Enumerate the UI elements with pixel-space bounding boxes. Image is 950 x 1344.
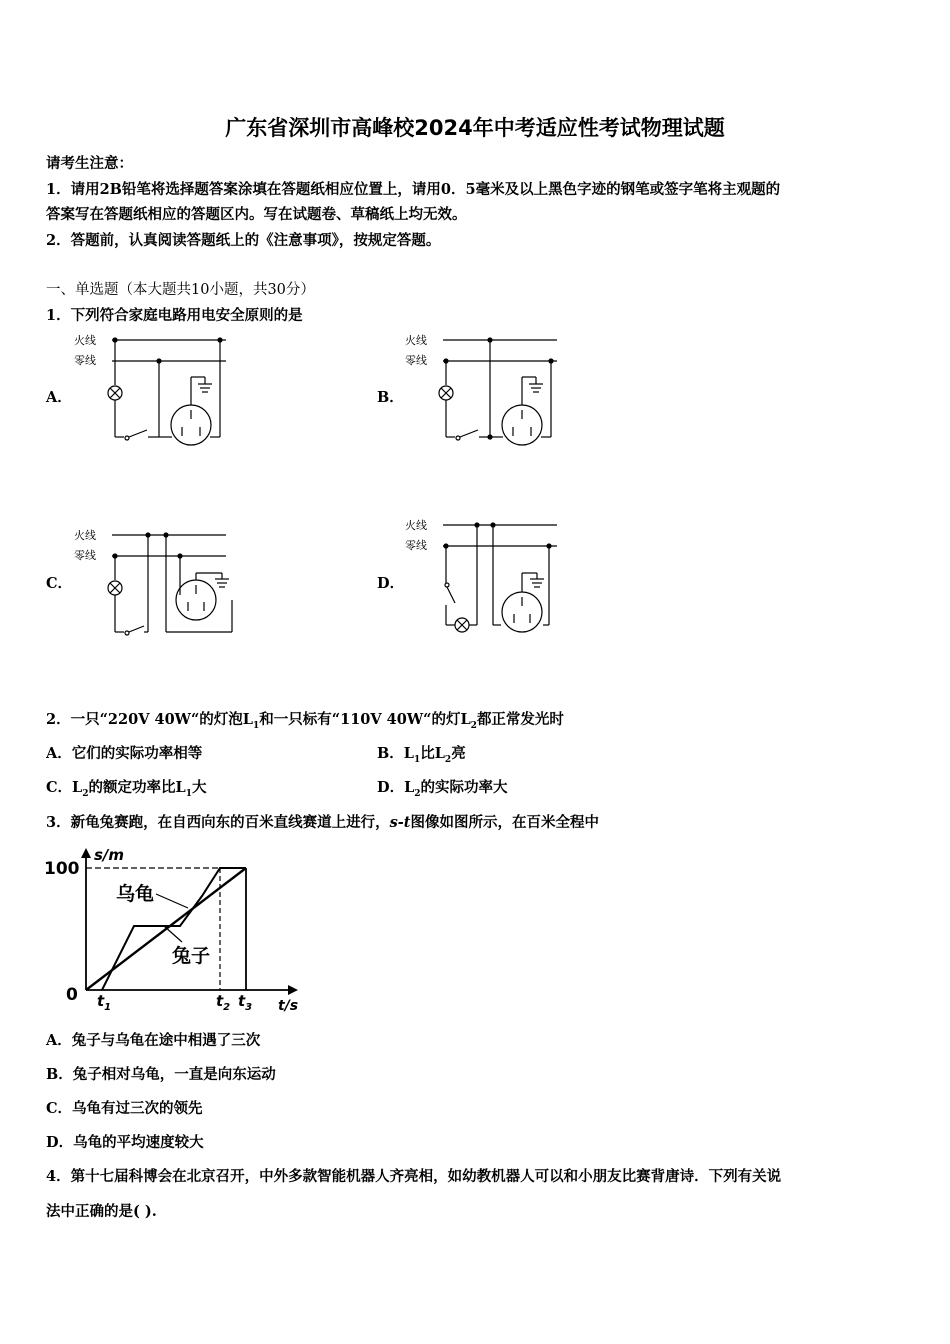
t1-label: $t_1$ [97,992,112,1013]
q2-option-a: A．它们的实际功率相等 [46,745,203,762]
q1-option-c-label: C． [46,575,73,592]
y-axis-label: s/m [94,846,125,864]
q3-option-a: A．兔子与乌龟在途中相遇了三次 [46,1032,261,1049]
live-wire-label: 火线 [74,529,96,542]
st-graph [42,838,302,1016]
rabbit-label: 兔子 [172,945,211,967]
t2-label: $t_2$ [216,992,231,1013]
y-axis-arrow [81,848,91,858]
x-axis-arrow [288,985,298,995]
origin-label: 0 [66,985,78,1005]
neutral-wire-label: 零线 [405,539,427,552]
q1-option-b-label: B． [377,389,404,406]
tortoise-line [86,868,246,990]
q3-option-b: B．兔子相对乌龟，一直是向东运动 [46,1066,276,1083]
t3-label: $t_3$ [238,992,253,1013]
tortoise-label: 乌龟 [116,883,155,905]
q3-stem: 3．新龟兔赛跑，在自西向东的百米直线赛道上进行，s-t图像如图所示，在百米全程中 [46,814,599,831]
q2-option-b: B．$L_1$比$L_2$亮 [377,745,466,765]
q1-option-d-label: D． [377,575,405,592]
notice-line-1a: 1．请用2B铅笔将选择题答案涂填在答题纸相应位置上，请用0．5毫米及以上黑色字迹的钢笔或签字笔将主观题的 [46,181,781,198]
neutral-wire-label: 零线 [405,354,427,367]
q1-stem: 1．下列符合家庭电路用电安全原则的是 [46,307,303,324]
circuit-diagram-a [72,330,242,455]
live-wire-label: 火线 [405,519,427,532]
rabbit-pointer [164,926,182,942]
q3-option-d: D．乌龟的平均速度较大 [46,1134,204,1151]
section-heading: 一、单选题（本大题共10小题，共30分） [46,282,315,298]
notice-heading: 请考生注意： [46,155,133,172]
live-wire-label: 火线 [405,334,427,347]
q2-stem: 2．一只“220V 40W“的灯泡$L_1$和一只标有“110V 40W“的灯$L_2$都正常发光时 [46,711,564,731]
notice-line-1b: 答案写在答题纸相应的答题区内。写在试题卷、草稿纸上均无效。 [46,206,467,223]
q2-option-d: D．$L_2$的实际功率大 [377,779,508,799]
q1-option-a-label: A． [46,389,72,406]
q4-stem-line-2: 法中正确的是( ). [46,1203,157,1220]
circuit-diagram-d [403,515,573,640]
circuit-diagram-c [72,525,242,650]
neutral-wire-label: 零线 [74,549,96,562]
neutral-wire-label: 零线 [74,354,96,367]
y-tick-100: 100 [44,859,80,879]
notice-line-2: 2．答题前，认真阅读答题纸上的《注意事项》，按规定答题。 [46,232,441,249]
live-wire-label: 火线 [74,334,96,347]
page-title: 广东省深圳市高峰校2024年中考适应性考试物理试题 [225,116,725,140]
circuit-diagram-b [403,330,573,455]
tortoise-pointer [156,894,188,908]
q4-stem-line-1: 4．第十七届科博会在北京召开，中外多款智能机器人齐亮相，如幼教机器人可以和小朋友比赛背唐诗．下列有关说 [46,1168,782,1185]
q2-option-c: C．$L_2$的额定功率比$L_1$大 [46,779,207,799]
q3-option-c: C．乌龟有过三次的领先 [46,1100,203,1117]
x-axis-label: t/s [278,998,299,1014]
